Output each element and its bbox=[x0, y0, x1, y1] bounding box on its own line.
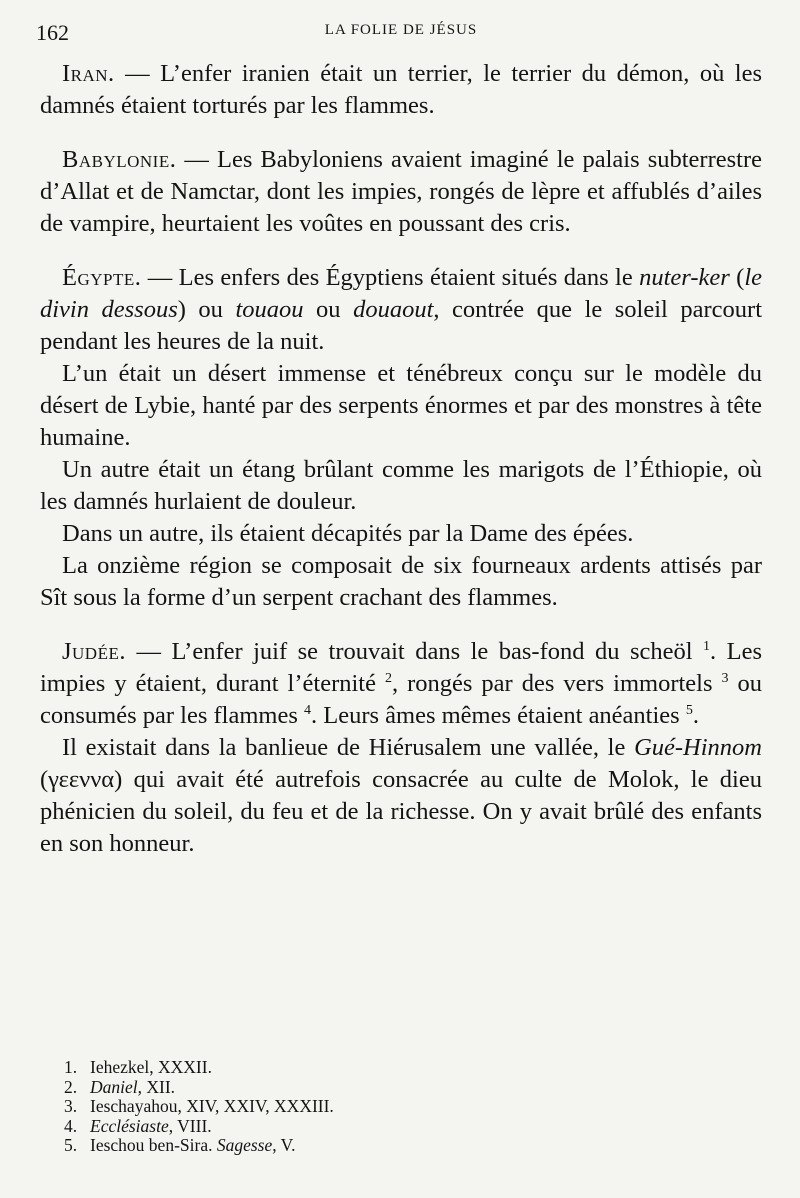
italic-term: le divin dessous bbox=[40, 264, 762, 323]
footnote-text: , XII. bbox=[137, 1076, 176, 1097]
footnote bbox=[64, 1136, 744, 1156]
footnote-ref: 2 bbox=[384, 670, 392, 686]
text: , contrée que le soleil parcourt pendant les heures de la nuit. bbox=[40, 296, 763, 355]
text: , rongés par des vers immortels bbox=[391, 670, 722, 697]
footnote-ref: 3 bbox=[721, 670, 729, 686]
text: ou consumés par les flammes bbox=[40, 670, 762, 729]
section-egypte bbox=[40, 262, 762, 614]
footnote-title: Sagesse bbox=[216, 1135, 273, 1155]
paragraph bbox=[40, 636, 762, 732]
paragraph bbox=[40, 58, 762, 122]
page-number: 162 bbox=[36, 20, 69, 45]
italic-term: Gué-Hinnom bbox=[634, 734, 762, 761]
paragraph bbox=[40, 144, 762, 240]
footnote bbox=[64, 1058, 744, 1078]
text: — Les enfers des Égyptiens étaient situés dans le bbox=[141, 264, 640, 291]
footnote-text: Ieschayahou, XIV, XXIV, XXXIII. bbox=[90, 1096, 334, 1116]
section-heading: Babylonie. bbox=[62, 146, 177, 173]
text: ) ou bbox=[177, 296, 236, 323]
paragraph bbox=[40, 732, 762, 860]
section-babylonie bbox=[40, 144, 762, 240]
section-judee bbox=[40, 636, 762, 860]
footnote bbox=[64, 1078, 744, 1098]
footnote bbox=[64, 1097, 744, 1117]
italic-term: douaout bbox=[353, 296, 434, 323]
text: . Leurs âmes mêmes étaient anéanties bbox=[311, 702, 686, 729]
text: Il existait dans la banlieue de Hiérusalem une vallée, le bbox=[62, 734, 635, 761]
text: . Les impies y étaient, durant l’éternité bbox=[40, 638, 762, 697]
paragraph-text: — L’enfer iranien était un terrier, le terrier du démon, où les damnés étaient torturés par les flammes. bbox=[40, 60, 762, 119]
footnote-text: , V. bbox=[272, 1135, 296, 1155]
footnote bbox=[64, 1117, 744, 1137]
footnote-number: 5. bbox=[64, 1135, 78, 1155]
paragraph: La onzième région se composait de six fourneaux ardents attisés par Sît sous la forme d’un serpent crachant des flammes. bbox=[40, 552, 762, 611]
text: . bbox=[692, 702, 699, 729]
footnote-ref: 4 bbox=[304, 702, 311, 718]
footnote-number: 4. bbox=[64, 1115, 78, 1136]
paragraph: Dans un autre, ils étaient décapités par la Dame des épées. bbox=[62, 520, 634, 547]
paragraph-text: — Les Babyloniens avaient imaginé le palais subterrestre d’Allat et de Namctar, dont les impies, rongés de lèpre et affublés d’ailes de vampire, heurtaient les voûtes en poussant des cris. bbox=[40, 146, 762, 237]
text: (γεεννα) qui avait été autrefois consacrée au culte de Molok, le dieu phénicien du soleil, du feu et de la richesse. On y avait brûlé des enfants en son honneur. bbox=[40, 766, 762, 857]
paragraph: Un autre était un étang brûlant comme les marigots de l’Éthiopie, où les damnés hurlaient de douleur. bbox=[40, 456, 762, 515]
footnote-ref: 5 bbox=[685, 702, 693, 718]
body-text bbox=[40, 58, 762, 882]
footnote-number: 2. bbox=[64, 1076, 78, 1097]
footnote-title: Daniel bbox=[90, 1076, 138, 1097]
text: ou bbox=[303, 296, 354, 323]
section-heading: Judée. bbox=[62, 638, 126, 665]
text: ( bbox=[729, 264, 745, 291]
footnote-text: Ieschou ben-Sira. bbox=[90, 1135, 217, 1155]
text: — L’enfer juif se trouvait dans le bas-fond du scheöl bbox=[125, 638, 704, 665]
footnote-number: 1. bbox=[64, 1057, 78, 1077]
paragraph: L’un était un désert immense et ténébreux conçu sur le modèle du désert de Lybie, hanté par des serpents énormes et par des monstres à tête humaine. bbox=[40, 360, 762, 451]
section-heading: Égypte. bbox=[62, 264, 142, 291]
footnotes bbox=[64, 1058, 744, 1156]
footnote-text: , VIII. bbox=[168, 1115, 212, 1136]
italic-term: touaou bbox=[235, 296, 304, 323]
section-iran bbox=[40, 58, 762, 122]
footnote-text: Iehezkel, XXXII. bbox=[90, 1057, 212, 1077]
italic-term: nuter-ker bbox=[639, 264, 730, 291]
page-header bbox=[36, 18, 766, 48]
running-title: LA FOLIE DE JÉSUS bbox=[324, 22, 478, 38]
footnote-title: Ecclésiaste bbox=[90, 1115, 169, 1136]
section-heading: Iran. bbox=[62, 60, 115, 87]
footnote-ref: 1 bbox=[703, 638, 711, 654]
footnote-number: 3. bbox=[64, 1096, 78, 1116]
paragraph bbox=[40, 262, 762, 358]
